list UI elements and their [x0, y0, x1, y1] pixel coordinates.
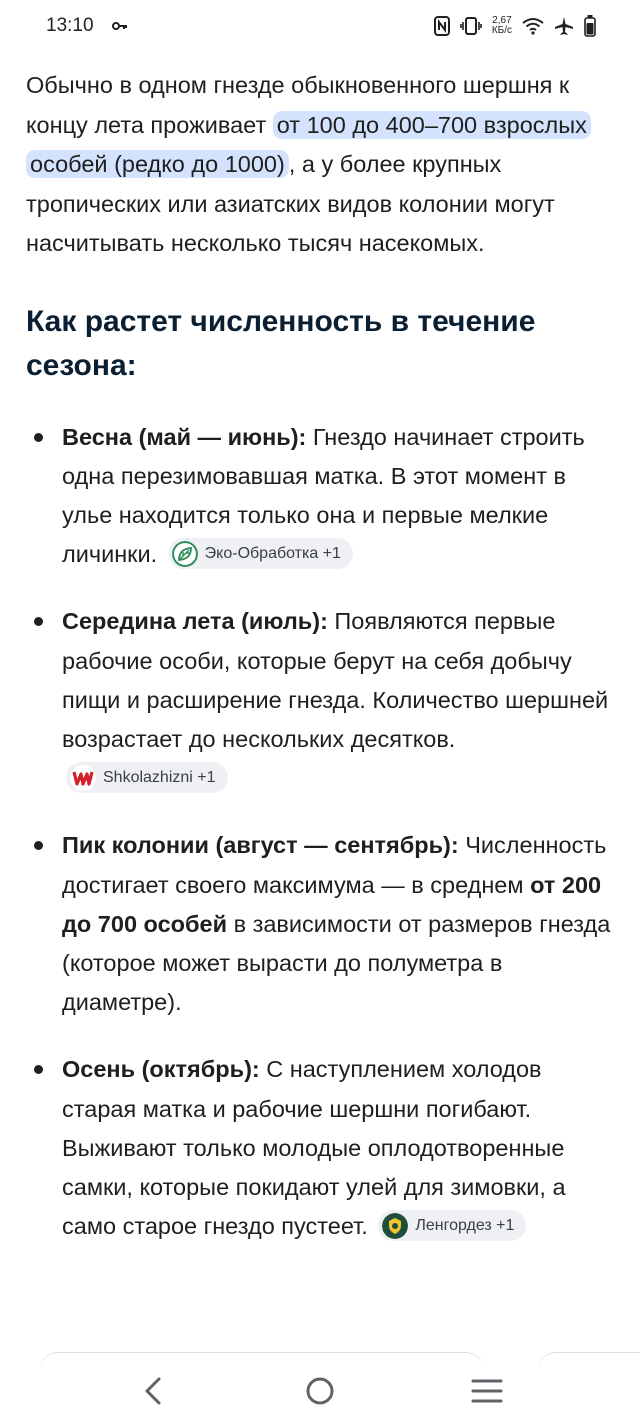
source-chip-eco[interactable]: [168, 538, 353, 569]
vibrate-icon: [460, 17, 482, 35]
shkolazhizni-logo-icon: [70, 765, 96, 791]
home-button[interactable]: [290, 1361, 350, 1421]
intro-paragraph: [26, 66, 618, 264]
article-content: [26, 66, 618, 1274]
status-bar: [0, 0, 640, 52]
section-heading: Как растет численность в течение сезона:: [26, 304, 536, 382]
network-speed-value: 2,67: [492, 15, 512, 26]
source-chip-label: Эко-Обработка +1: [204, 545, 341, 563]
list-item-peak: [26, 826, 618, 1022]
key-icon: [112, 20, 128, 32]
intro-text-before: Обычно в одном гнезде обыкновенного шершня к концу лета проживает: [26, 72, 570, 138]
list-item-title: Осень (октябрь):: [62, 1056, 260, 1083]
list-item-text: Появляются первые рабочие особи, которые берут на себя добычу пищи и расширение гнезда. Количество шершней возрастает до нескольких десятков.: [62, 608, 609, 752]
intro-text-after: , а у более крупных тропических или азиатских видов колонии могут насчитывать несколько тысяч насекомых.: [26, 151, 555, 256]
source-chip-label: Ленгордез +1: [415, 1217, 515, 1235]
list-item-bold-text: от 200 до 700 особей: [62, 871, 602, 937]
list-item-text: С наступлением холодов старая матка и рабочие шершни погибают. Выживают только молодые оплодотворенные самки, которые покидают улей для зимовки, а само старое гнездо пустеет.: [62, 1056, 566, 1240]
list-item-autumn: [26, 1050, 618, 1246]
back-button[interactable]: [123, 1361, 183, 1421]
source-chip-label: Shkolazhizni +1: [103, 769, 216, 787]
highlighted-fact[interactable]: от 100 до 400–700 взрослых особей (редко до 1000): [26, 111, 591, 179]
network-speed: [492, 16, 512, 36]
list-item-title: Середина лета (июль):: [62, 608, 328, 635]
list-item-spring: [26, 418, 618, 575]
list-item-title: Весна (май — июнь):: [62, 423, 307, 450]
list-item-text: в зависимости от размеров гнезда (которое может вырасти до полуметра в диаметре).: [62, 910, 611, 1016]
recents-icon: [471, 1378, 503, 1404]
battery-icon: [584, 15, 596, 37]
shield-logo-icon: [382, 1213, 408, 1239]
list-item-text: Численность достигает своего максимума — в среднем: [62, 832, 607, 898]
airplane-mode-icon: [554, 16, 574, 36]
list-item-midsummer: [26, 602, 618, 798]
list-item-title: Пик колонии (август — сентябрь):: [62, 832, 459, 859]
recents-button[interactable]: [457, 1361, 517, 1421]
home-icon: [305, 1376, 335, 1406]
leaf-logo-icon: [172, 541, 198, 567]
status-time: 13:10: [46, 15, 94, 36]
wifi-icon: [522, 17, 544, 35]
back-icon: [142, 1376, 164, 1406]
list-item-text: Гнездо начинает строить одна перезимовавшая матка. В этот момент в улье находится только она и первые мелкие личинки.: [62, 423, 585, 568]
source-chip-shkolazhizni[interactable]: [66, 762, 228, 793]
nfc-icon: [434, 16, 450, 36]
system-nav-bar: [0, 1358, 640, 1423]
network-speed-unit: КБ/с: [491, 25, 512, 36]
source-chip-lengordez[interactable]: [378, 1210, 526, 1241]
season-list: [26, 418, 618, 1247]
